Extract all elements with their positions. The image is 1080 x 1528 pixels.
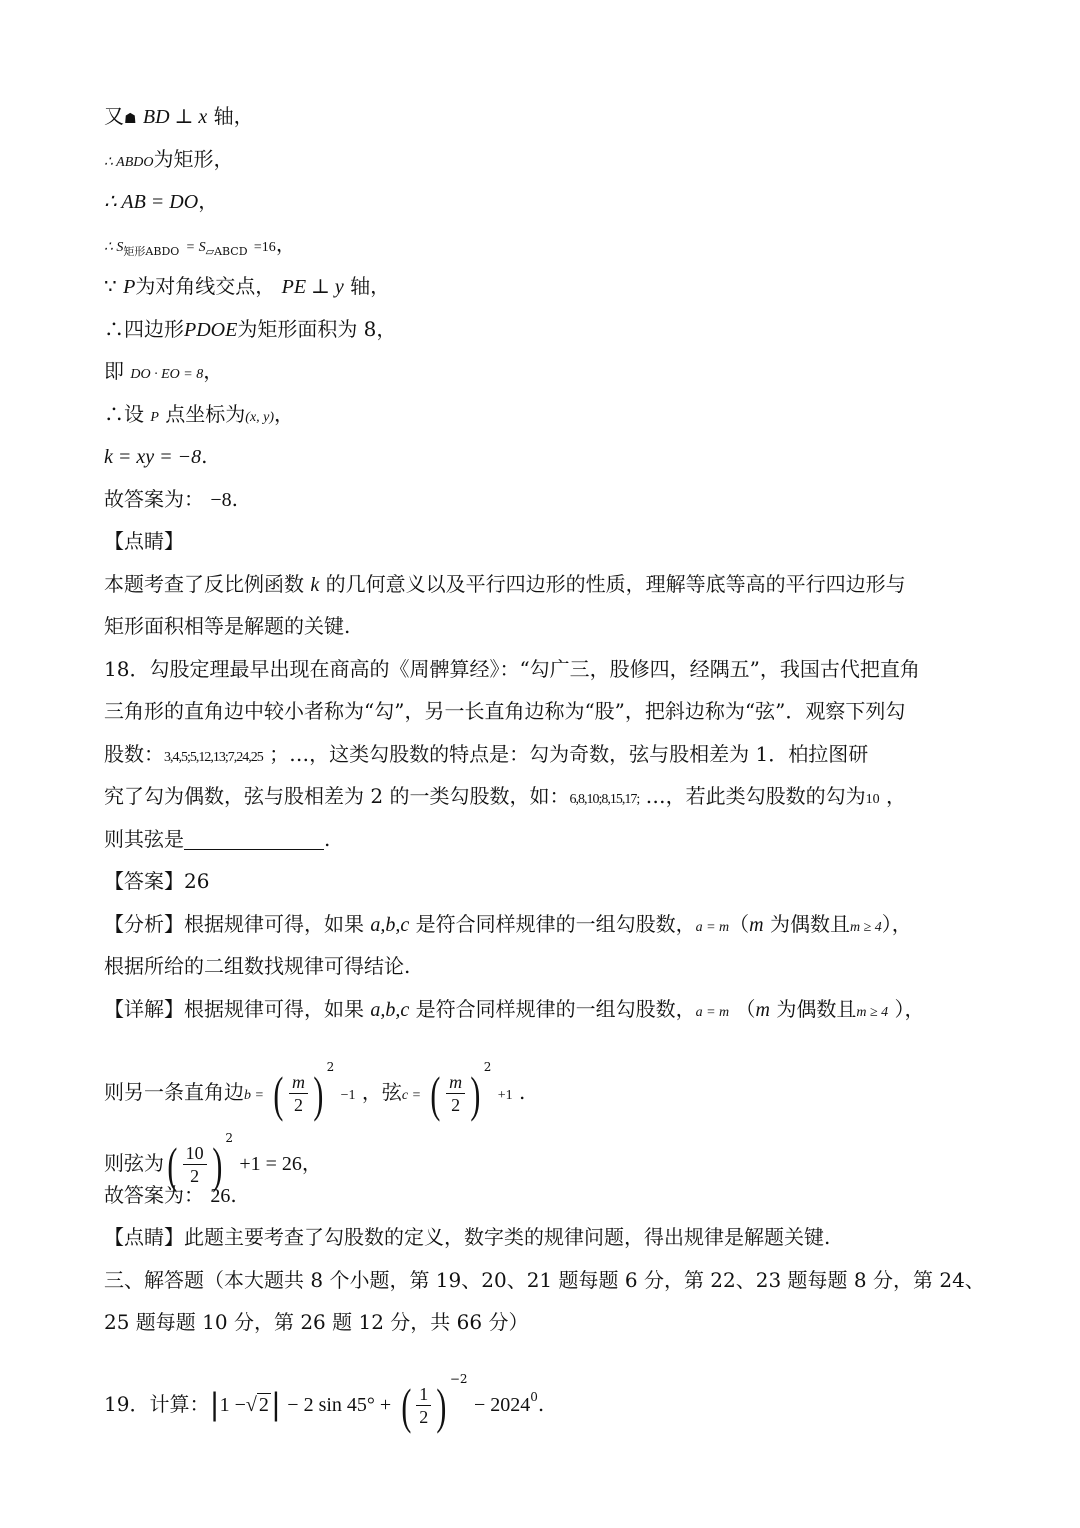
text: ， xyxy=(198,189,219,213)
answer-line xyxy=(104,866,209,896)
text: . xyxy=(201,444,208,468)
math-expr: −8 xyxy=(210,489,232,511)
exponent: 2 xyxy=(225,1131,233,1145)
text: ， xyxy=(885,784,906,808)
math-expr: −1 xyxy=(340,1088,356,1103)
math-expr: − 2 sin 45° + xyxy=(287,1394,392,1416)
text: （ xyxy=(735,997,756,1021)
text: 轴， xyxy=(213,104,254,128)
text: 究了勾为偶数，弦与股相差为 2 的一类勾股数，如： xyxy=(104,784,570,808)
text: 则弦为 xyxy=(104,1151,164,1175)
detail-line-1 xyxy=(104,994,925,1028)
math-expr: a = m xyxy=(695,920,730,935)
math-expr: = S xyxy=(185,240,206,255)
text: 为偶数且 xyxy=(776,997,857,1021)
math-expr: m ≥ 4 xyxy=(849,920,882,935)
text: 为矩形， xyxy=(153,147,234,171)
question-18-line-4 xyxy=(104,781,906,815)
math-expr: 26 xyxy=(210,1185,231,1207)
math-expr: PDOE xyxy=(184,319,238,341)
text: ∵ xyxy=(104,274,117,298)
text: 轴， xyxy=(350,274,391,298)
question-19: 19．计算：|1 −√ 2| − 2 sin 45° + ( $\frac{1}{2}$ ) $^{-2} - 2024^0$. xyxy=(104,1372,545,1434)
text: . xyxy=(231,487,238,511)
numerator: m xyxy=(446,1071,465,1094)
numerator: 1 xyxy=(416,1383,431,1406)
text: ， xyxy=(203,359,224,383)
question-18-line-2 xyxy=(104,696,905,726)
text: 根据所给的二组数找规律可得结论. xyxy=(104,954,411,978)
heading-dianjing-2 xyxy=(104,1222,830,1252)
question-18-line-1 xyxy=(104,654,920,684)
text: ）， xyxy=(894,997,925,1021)
line-abdo-rect xyxy=(104,144,233,178)
fraction-paren: ( $\frac{1}{2}$ ) xyxy=(400,1377,447,1434)
line-area-16 xyxy=(104,229,296,267)
math-expr: − 2024 xyxy=(473,1394,531,1416)
math-expr: DO · EO = 8 xyxy=(130,367,204,382)
text: 股数： xyxy=(104,742,164,766)
exponent: −2 xyxy=(449,1372,468,1386)
math-expr: ∴ AB = DO xyxy=(104,191,199,213)
text: 则其弦是 xyxy=(104,827,184,851)
text: 的几何意义以及平行四边形的性质，理解等底等高的平行四边形与 xyxy=(325,572,906,596)
math-expr: ∴ S xyxy=(104,240,124,255)
numerator: m xyxy=(289,1071,308,1094)
text: 【详解】根据规律可得，如果 xyxy=(104,997,364,1021)
text: 19．计算： xyxy=(104,1392,210,1416)
line-bd-perp-x xyxy=(104,101,254,134)
exponent: 0 xyxy=(530,1390,538,1404)
text: 故答案为： xyxy=(104,487,204,511)
math-expr: b = xyxy=(244,1088,264,1103)
text: ）， xyxy=(881,912,912,936)
answer-value: 26 xyxy=(184,869,210,893)
math-expr: PE ⊥ y xyxy=(281,276,344,298)
question-18-line-5 xyxy=(104,824,330,854)
fraction-paren: ( $\frac{m}{2}$ ) xyxy=(430,1065,481,1122)
text: 【分析】根据规律可得，如果 xyxy=(104,912,364,936)
line-summary-2 xyxy=(104,611,350,641)
math-expr: m xyxy=(749,914,764,936)
text: 又 xyxy=(104,104,124,128)
math-expr: +1 = 26 xyxy=(239,1153,302,1175)
text: 是符合同样规律的一组勾股数， xyxy=(415,997,696,1021)
analysis-line-1 xyxy=(104,909,912,943)
text: 矩形面积相等是解题的关键. xyxy=(104,614,351,638)
text: 三、解答题（本大题共 8 个小题，第 19、20、21 题每题 6 分，第 22、23 题每题 8 分，第 24、 xyxy=(104,1268,985,1292)
denominator: 2 xyxy=(419,1407,429,1427)
math-expr: 6,8,10;8,15,17; xyxy=(569,792,640,807)
text: 本题考查了反比例函数 xyxy=(104,572,304,596)
math-expr: 1 − xyxy=(219,1394,246,1416)
math-expr: 10 xyxy=(865,792,880,807)
fraction xyxy=(289,1071,308,1116)
line-do-eo xyxy=(104,356,223,390)
fraction xyxy=(446,1071,465,1116)
text: 为偶数且 xyxy=(769,912,850,936)
text: 【点睛】此题主要考查了勾股数的定义，数字类的规律问题，得出规律是解题关键. xyxy=(104,1225,831,1249)
answer-blank[interactable] xyxy=(184,829,324,850)
exponent: 2 xyxy=(326,1060,335,1074)
text: 则另一条直角边 xyxy=(104,1080,244,1104)
text: 为对角线交点， xyxy=(135,274,276,298)
text: . xyxy=(519,1080,526,1104)
text: 即 xyxy=(104,359,124,383)
text: ；…，这类勾股数的特点是：勾为奇数，弦与股相差为 1．柏拉图研 xyxy=(269,742,869,766)
text: . xyxy=(230,1183,237,1207)
text: ， xyxy=(275,232,296,256)
math-expr: ∴ ABDO xyxy=(104,155,154,170)
fraction xyxy=(416,1383,431,1428)
text: 故答案为： xyxy=(104,1183,204,1207)
text: 18．勾股定理最早出现在商高的《周髀算经》：“勾广三，股修四，经隅五”，我国古代把直角 xyxy=(104,657,920,681)
math-expr: (x, y) xyxy=(245,410,275,425)
text: 是符合同样规律的一组勾股数， xyxy=(415,912,696,936)
text: ∴四边形 xyxy=(104,317,184,341)
house-icon: ☗ xyxy=(124,111,137,127)
text: 点坐标为 xyxy=(165,402,246,426)
line-answer-neg8 xyxy=(104,484,238,515)
math-expr: k xyxy=(310,574,320,596)
subscript: ▱ABCD xyxy=(205,245,248,258)
denominator: 2 xyxy=(190,1166,200,1186)
question-18-line-3 xyxy=(104,739,868,773)
math-expr: +1 xyxy=(497,1088,513,1103)
math-expr: c = xyxy=(401,1088,422,1103)
text: 【答案】 xyxy=(104,869,184,893)
text: ∴设 xyxy=(104,402,144,426)
text: ，弦 xyxy=(361,1080,402,1104)
math-expr: BD ⊥ x xyxy=(142,106,208,128)
math-expr: a,b,c xyxy=(370,999,410,1021)
line-p-coords xyxy=(104,399,294,433)
math-expr: 3,4,5;5,12,13;7,24,25 xyxy=(164,750,263,765)
text: ， xyxy=(274,402,295,426)
subscript: 矩形ABDO xyxy=(123,245,180,258)
math-expr: P xyxy=(150,410,159,425)
denominator: 2 xyxy=(451,1095,461,1115)
math-expr: k = xy = −8 xyxy=(104,446,202,468)
answer-26-line xyxy=(104,1180,237,1211)
fraction-paren: ( $\frac{m}{2}$ ) xyxy=(273,1065,324,1122)
section-3-heading-1 xyxy=(104,1265,985,1295)
radicand: 2 xyxy=(258,1394,269,1416)
text: 三角形的直角边中较小者称为“勾”，另一长直角边称为“股”，把斜边称为“弦”．观察下列勾 xyxy=(104,699,906,723)
section-3-heading-2 xyxy=(104,1307,528,1337)
analysis-line-2 xyxy=(104,951,410,981)
math-expr: P xyxy=(123,276,136,298)
math-expr: =16 xyxy=(253,240,276,255)
denominator: 2 xyxy=(293,1095,303,1115)
fraction-paren: ( $\frac{10}{2}$ ) xyxy=(167,1136,222,1193)
math-expr: a = m xyxy=(695,1005,730,1020)
text: （ xyxy=(729,912,750,936)
text: ， xyxy=(301,1151,322,1175)
line-pdoe-area xyxy=(104,314,396,345)
math-expr: m xyxy=(755,999,770,1021)
text: 25 题每题 10 分，第 26 题 12 分，共 66 分） xyxy=(104,1310,529,1334)
line-ab-eq-do xyxy=(104,186,218,217)
text: 【点睛】 xyxy=(104,529,184,553)
math-expr: a,b,c xyxy=(370,914,410,936)
heading-dianjing-1 xyxy=(104,526,184,556)
line-p-intersection xyxy=(104,271,390,302)
text: …，若此类勾股数的勾为 xyxy=(645,784,866,808)
line-summary-1 xyxy=(104,569,906,600)
text: . xyxy=(324,827,331,851)
numerator: 10 xyxy=(183,1142,207,1165)
text: . xyxy=(537,1392,545,1416)
text: 为矩形面积为 8， xyxy=(237,317,397,341)
exponent: 2 xyxy=(483,1060,492,1074)
math-expr: m ≥ 4 xyxy=(856,1005,889,1020)
line-k-value xyxy=(104,441,207,472)
sqrt: √ 2 xyxy=(245,1394,269,1416)
detail-line-3 xyxy=(104,1111,322,1191)
